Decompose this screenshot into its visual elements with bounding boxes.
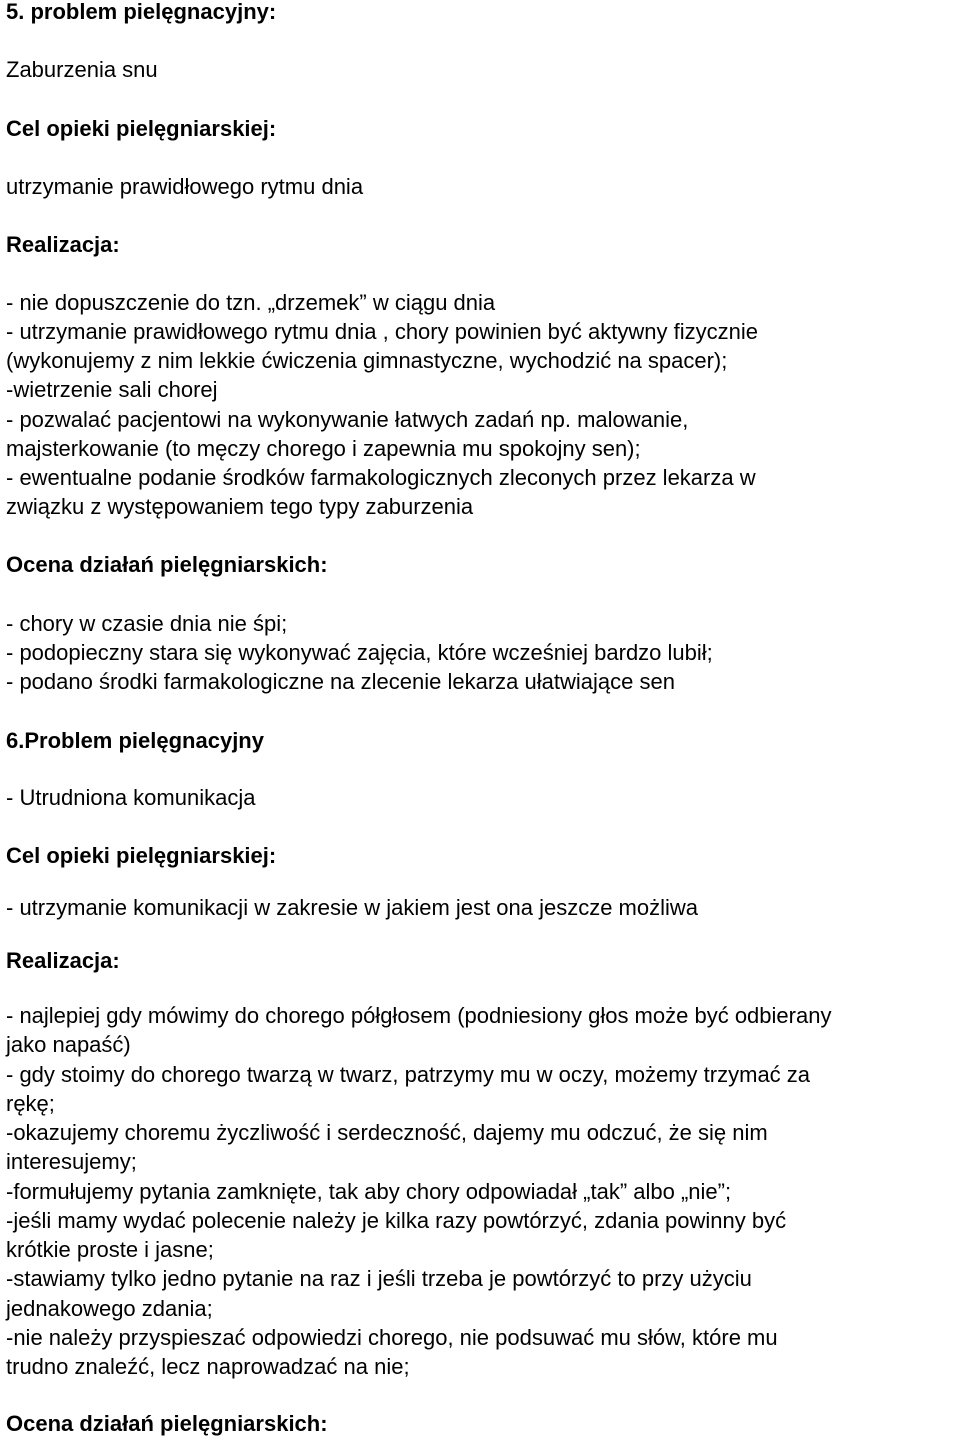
section-6-realization-line: -jeśli mamy wydać polecenie należy je kilka razy powtórzyć, zdania powinny być — [6, 1208, 787, 1233]
section-6-goal: - utrzymanie komunikacji w zakresie w jakiem jest ona jeszcze możliwa — [6, 895, 699, 920]
section-5-goal: utrzymanie prawidłowego rytmu dnia — [6, 174, 364, 199]
section-6-realization-heading: Realizacja: — [6, 948, 120, 973]
section-5-realization-heading: Realizacja: — [6, 232, 120, 257]
section-5-evaluation-heading: Ocena działań pielęgniarskich: — [6, 552, 328, 577]
section-6-realization-line: -nie należy przyspieszać odpowiedzi chorego, nie podsuwać mu słów, które mu — [6, 1325, 778, 1350]
section-6-realization-line: - gdy stoimy do chorego twarzą w twarz, patrzymy mu w oczy, możemy trzymać za — [6, 1062, 811, 1087]
section-6-realization-line: -formułujemy pytania zamknięte, tak aby chory odpowiadał „tak” albo „nie”; — [6, 1179, 732, 1204]
section-5-evaluation-line: - podopieczny stara się wykonywać zajęcia, które wcześniej bardzo lubił; — [6, 640, 713, 665]
section-5-realization-line: (wykonujemy z nim lekkie ćwiczenia gimnastyczne, wychodzić na spacer); — [6, 348, 728, 373]
section-5-realization-line: - ewentualne podanie środków farmakologicznych zleconych przez lekarza w — [6, 465, 756, 490]
section-5-realization-line: - nie dopuszczenie do tzn. „drzemek” w ciągu dnia — [6, 290, 496, 315]
section-6-title: 6.Problem pielęgnacyjny — [6, 728, 264, 753]
section-5-realization-line: - pozwalać pacjentowi na wykonywanie łatwych zadań np. malowanie, — [6, 407, 689, 432]
section-5-realization-line: - utrzymanie prawidłowego rytmu dnia , chory powinien być aktywny fizycznie — [6, 319, 758, 344]
section-5-title: 5. problem pielęgnacyjny: — [6, 0, 277, 24]
section-5-realization-line: -wietrzenie sali chorej — [6, 377, 218, 402]
section-5-realization-line: związku z występowaniem tego typy zaburzenia — [6, 494, 474, 519]
section-6-realization-line: rękę; — [6, 1091, 55, 1116]
section-5-evaluation-line: - podano środki farmakologiczne na zlecenie lekarza ułatwiające sen — [6, 669, 675, 694]
section-5-problem: Zaburzenia snu — [6, 57, 158, 82]
section-5-evaluation-line: - chory w czasie dnia nie śpi; — [6, 611, 288, 636]
section-6-evaluation-heading: Ocena działań pielęgniarskich: — [6, 1411, 328, 1436]
section-6-realization-line: jako napaść) — [6, 1032, 131, 1057]
section-6-realization-line: jednakowego zdania; — [6, 1296, 213, 1321]
section-5-goal-heading: Cel opieki pielęgniarskiej: — [6, 116, 277, 141]
section-6-realization-line: - najlepiej gdy mówimy do chorego półgłosem (podniesiony głos może być odbierany — [6, 1003, 832, 1028]
section-6-realization-line: interesujemy; — [6, 1149, 137, 1174]
section-6-goal-heading: Cel opieki pielęgniarskiej: — [6, 843, 277, 868]
section-5-realization-line: majsterkowanie (to męczy chorego i zapewnia mu spokojny sen); — [6, 436, 641, 461]
section-6-problem: - Utrudniona komunikacja — [6, 785, 256, 810]
section-6-realization-line: -okazujemy choremu życzliwość i serdeczność, dajemy mu odczuć, że się nim — [6, 1120, 768, 1145]
section-6-realization-line: trudno znaleźć, lecz naprowadzać na nie; — [6, 1354, 410, 1379]
section-6-realization-line: -stawiamy tylko jedno pytanie na raz i jeśli trzeba je powtórzyć to przy użyciu — [6, 1266, 752, 1291]
section-6-realization-line: krótkie proste i jasne; — [6, 1237, 214, 1262]
